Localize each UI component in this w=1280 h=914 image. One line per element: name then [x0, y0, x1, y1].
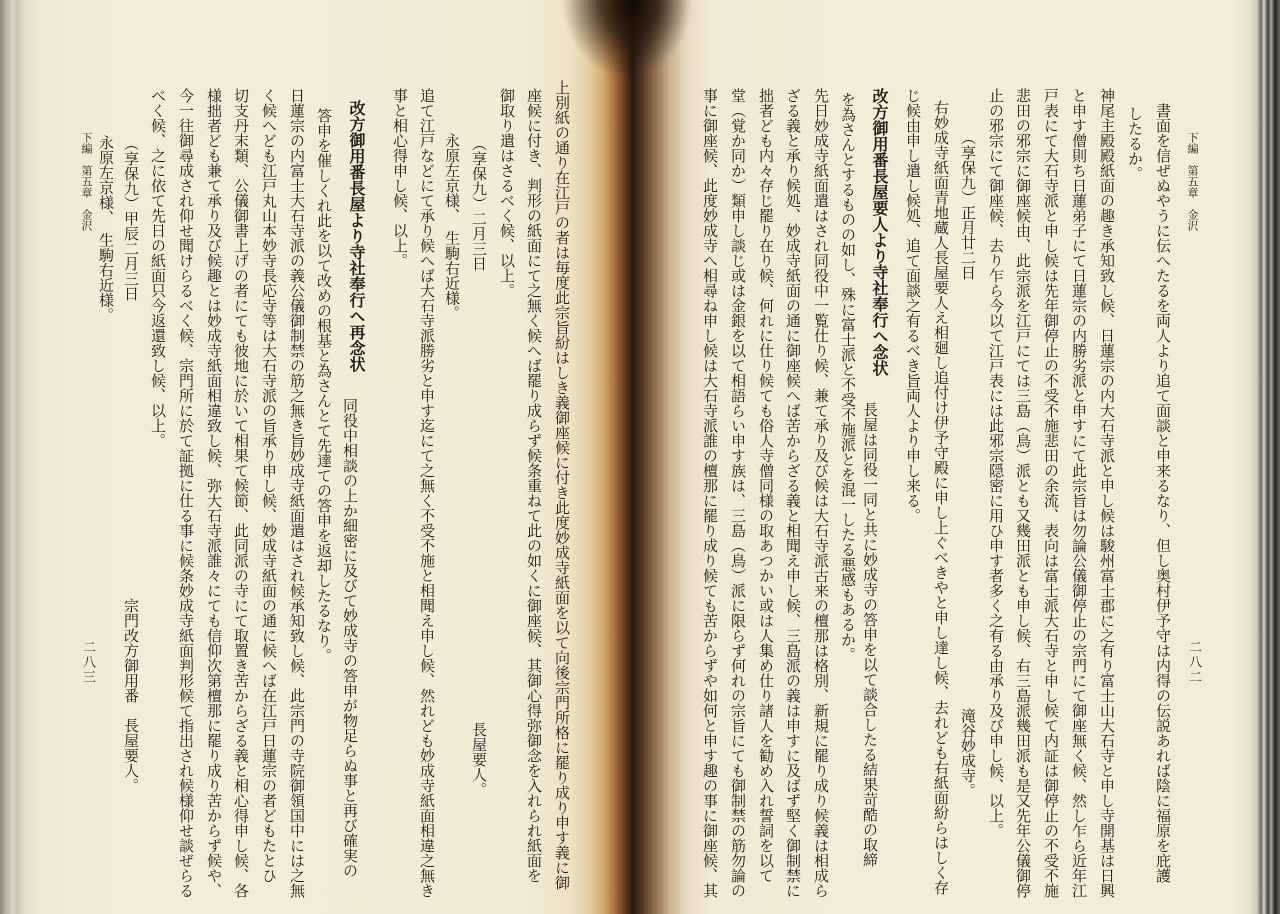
letter-body-line: 日蓮宗の内富士大石寺派の義公儀御制禁の筋之無き旨妙成寺紙面遣はされ候承知致し候、此宗門の寺院御領国中には之無 — [288, 88, 306, 898]
letter-date: （享保九）甲辰二月三日 — [122, 136, 140, 301]
running-head: 下編 第五章 金沢 — [80, 132, 93, 231]
running-head: 下編 第五章 金沢 — [1186, 132, 1199, 231]
letter-body-line: く候へども江戸丸山本妙寺長応寺等は大石寺派の旨承り申し候、妙成寺紙面の通に候へば在江戸日蓮宗の者どもたとひ — [260, 88, 278, 883]
letter-body-line: 拙者ども内々存じ罷り在り候、何れに仕り候ても俗人寺僧同様の取あつかい或は人集め仕り諸人を勧め入れ誓詞を以て — [757, 88, 775, 883]
letter-body-line: 切支丹末類、公儀御書上げの者にても彼地に於いて相果て候節、此同派の寺にて取置き苦からざる義と相心得申し候、各 — [232, 88, 250, 898]
letter-body-line: 今一往御尋成され仰せ聞けらるべく候、宗門所に於て証拠に仕る事に候条妙成寺紙面判形候て指出され候様仰せ談ぜらる — [177, 88, 195, 898]
letter-date: （享保九）正月廿二日 — [959, 130, 977, 280]
letter-body-line: 座候に付き、判形の紙面にて之無く候へば罷り成らず候条重ねて此の如くに御座候、其御心得弥御念を入れられ紙面を — [525, 88, 543, 883]
left-page — [0, 0, 632, 914]
letter-addressee: 永原左京様、 生駒右近様。 — [97, 135, 115, 323]
letter-body-line: 事に御座候、此度妙成寺へ相尋ね申し候は大石寺派誰の檀那に罷り成り候ても苦からずや如何と申す趣の事に御座候、其 — [701, 88, 719, 898]
letter-body-line: 御取り遣はさるべく候、以上。 — [498, 88, 516, 298]
letter-body-line: 悲田の邪宗に御座候由、此宗派を江戸にては三島（鳥）派とも又幾田派とも申し候、右三島派幾田派も是又先年公儀御停 — [1014, 88, 1032, 898]
postscript-line: 追て江戸などにて承り候へば大石寺派勝劣と申す迄にて之無く不受不施と相聞え申し候、然れども妙成寺紙面相違之無き — [418, 88, 436, 898]
letter-body-line: 様拙者ども兼て承り及び候趣とは妙成寺紙面相違致し候、弥大石寺派誰々にても信仰次第檀那に罷り成り苦からず候や、 — [205, 88, 223, 898]
editor-note-line: 同役中相談の上か細密に及びて妙成寺の答申が物足らぬ事と再び確実の — [341, 398, 359, 878]
editor-note-line: 長屋は同役一同と共に妙成寺の答申を以て談合したる結果苛酷の取締 — [861, 402, 879, 867]
editor-note-line: 書面を信ぜぬやうに伝へたるを両人より追て面談と申来るなり、但し奥村伊予守は内得の伝説あれば陰に福原を庇護 — [1154, 103, 1172, 883]
letter-body-line: と申す僧則ち日蓮弟子にて日蓮宗の内勝劣派と申すにて此宗旨は勿論公儀御停止の宗門にて御座無く候、然し乍ら近年江 — [1070, 88, 1088, 898]
section-heading: 改方御用番長屋要人より寺社奉行へ念状 — [870, 88, 889, 376]
postscript-line: 事と相心得申し候、以上。 — [391, 88, 409, 268]
editor-note-line: を為さんとするものの如し、殊に富士派と不受不施派とを混一したる悪感もあるか。 — [839, 92, 857, 662]
letter-body-line: べく候、之に依て先日の紙面只今返還致し候、以上。 — [149, 88, 167, 448]
editor-note-line: 答申を催しくれ此を以て改めの根基と為さんとて先達ての答申を返却したるなり。 — [315, 108, 333, 663]
narrative-line: じ候由申し遣し候処、追て面談之有るべき旨両人より申し来る。 — [904, 88, 922, 523]
letter-body-line: 神尾主殿殿紙面の趣き承知致し候、日蓮宗の内大石寺派と申し候は駿州富士郡に之有り富士山大石寺と申し寺開基は日興 — [1098, 88, 1116, 898]
page-number: 二八二 — [1186, 640, 1201, 685]
letter-body-line: 先日妙成寺紙面遣はされ同役中一覧仕り候、兼て承り及び候は大石寺派古来の檀那は格別、新規に罷り成り候義は相成ら — [812, 88, 830, 898]
letter-body-line: 止の邪宗にて御座候、去り乍ら今以て江戸表には此邪宗隠密に用ひ申す者多く之有る由承り及び申し候、以上。 — [987, 88, 1005, 838]
letter-signature: 宗門改方御用番 長屋要人。 — [122, 598, 140, 793]
letter-body-line: 上別紙の通り在江戸の者は毎度此宗旨紛はしき義御座候に付き此度妙成寺紙面を以て向後宗門所格に罷り成り申す義に御 — [553, 80, 571, 890]
letter-date: （享保九）二月三日 — [470, 136, 488, 271]
letter-addressee: 永原左京様、 生駒右近様。 — [443, 133, 461, 321]
section-heading: 改方御用番長屋より寺社奉行へ再念状 — [347, 100, 366, 372]
letter-signature: 滝谷妙成寺。 — [959, 708, 977, 798]
letter-body-line: ざる義と承り候処、妙成寺紙面の通に御座候へば苦からざる義と相聞え申し候、三島派の義は申すに及ばず堅く御制禁に — [784, 88, 802, 898]
narrative-line: 右妙成寺紙面青地蔵人長屋要人え相廻し追付け伊予守殿に申し上ぐべきやと申し達し候、去れども右紙面紛らはしく存 — [932, 100, 950, 895]
page-number: 二八三 — [80, 640, 95, 685]
right-page — [632, 0, 1280, 914]
letter-signature: 長屋要人。 — [470, 722, 488, 797]
letter-body-line: 堂（覚か同か）類申し談じ或は金銀を以て相語らい申す族は、三島（鳥）派に限らず何れの宗旨にても御制禁の筋勿論の — [729, 88, 747, 898]
editor-note-line: したるか。 — [1126, 106, 1144, 181]
letter-body-line: 戸表にて大石寺派と申し候は先年御停止の不受不施悲田の余流、表向は富士派大石寺と申し候て内証は御停止の不受不施 — [1042, 88, 1060, 898]
